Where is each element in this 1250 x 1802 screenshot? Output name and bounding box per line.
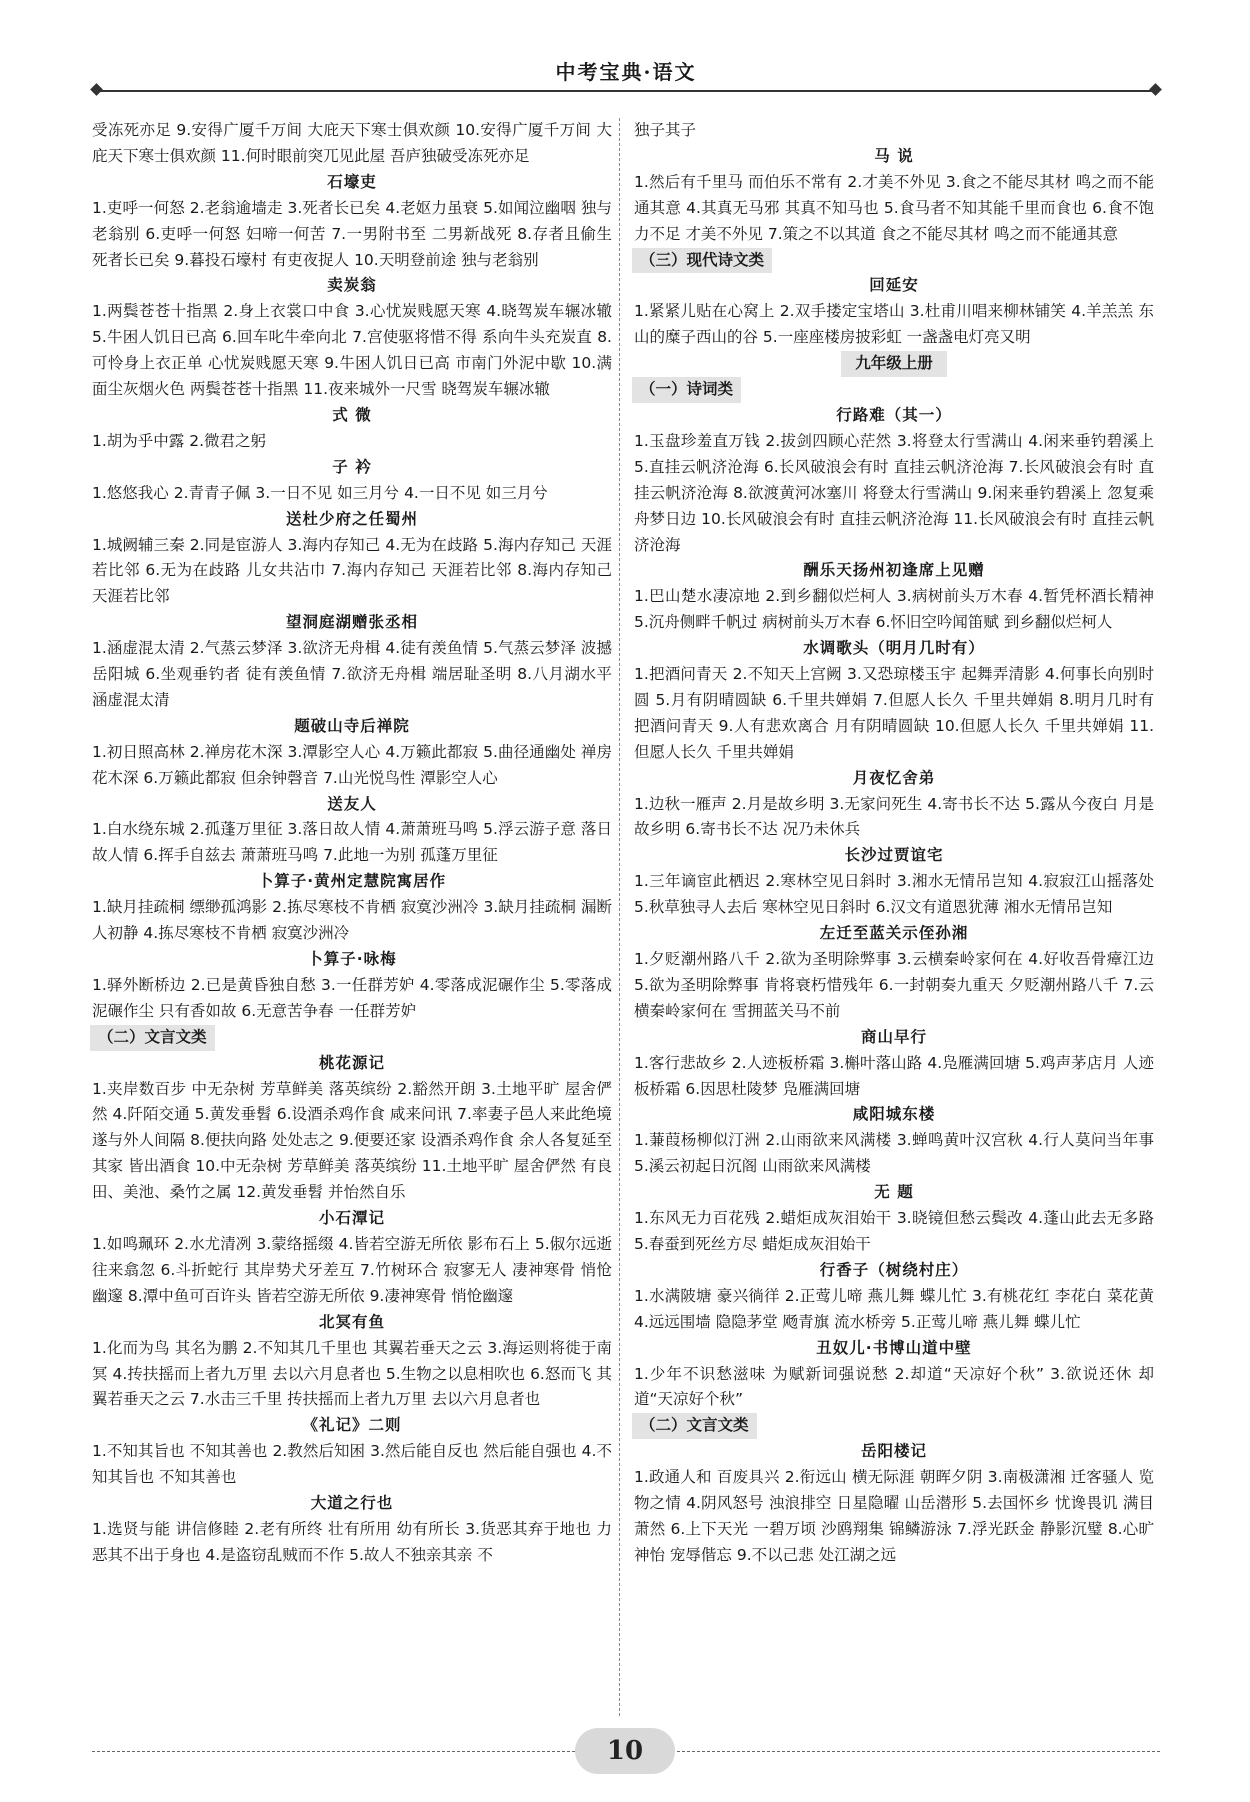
answer-entry: 1.把酒问青天 2.不知天上宫阙 3.又恐琼楼玉宇 起舞弄清影 4.何事长向别时圆 5.月有阴晴圆缺 6.千里共婵娟 7.但愿人长久 千里共婵娟 8.明月几时有 把酒问青天 9.人有悲欢离合 月有阴晴圆缺 10.但愿人长久 千里共婵娟 11.但愿人长久 千里共婵娟 <box>634 665 1154 761</box>
section-label: （二）文言文类 <box>90 1025 215 1051</box>
answer-entry: 1.夹岸数百步 中无杂树 芳草鲜美 落英缤纷 2.豁然开朗 3.土地平旷 屋舍俨然 4.阡陌交通 5.黄发垂髫 6.设酒杀鸡作食 咸来问讯 7.率妻子邑人来此绝境 遂与外人间隔 8.便扶向路 处处志之 9.便要还家 设酒杀鸡作食 余人各复延至其家 皆出酒食 10.中无杂树 芳草鲜美 落英缤纷 11.土地平旷 屋舍俨然 有良田、美池、桑竹之属 12.黄发垂髫 并怡然自乐 <box>92 1079 612 1202</box>
poem-title: 左迁至蓝关示侄孙湘 <box>819 924 969 943</box>
answer-entry: 1.驿外断桥边 2.已是黄昏独自愁 3.一任群芳妒 4.零落成泥碾作尘 5.零落成泥碾作尘 只有香如故 6.无意苦争春 一任群芳妒 <box>92 975 612 1020</box>
poem-title: 石壕吏 <box>327 172 377 191</box>
answer-entry: 1.蒹葭杨柳似汀洲 2.山雨欲来风满楼 3.蝉鸣黄叶汉宫秋 4.行人莫问当年事 5.溪云初起日沉阁 山雨欲来风满楼 <box>634 1131 1154 1176</box>
answer-entry: 1.三年谪宦此栖迟 2.寒林空见日斜时 3.湘水无情吊岂知 4.寂寂江山摇落处 5.秋草独寻人去后 寒林空见日斜时 6.汉文有道恩犹薄 湘水无情吊岂知 <box>634 872 1154 917</box>
poem-title: 丑奴儿·书博山道中壁 <box>816 1338 972 1357</box>
poem-title: 北冥有鱼 <box>318 1312 385 1331</box>
poem-title: 水调歌头（明月几时有） <box>803 639 985 658</box>
answer-entry: 1.两鬓苍苍十指黑 2.身上衣裳口中食 3.心忧炭贱愿天寒 4.晓驾炭车辗冰辙 5.牛困人饥日已高 6.回车叱牛牵向北 7.宫使驱将惜不得 系向牛头充炭直 8.可怜身上衣正单 心忧炭贱愿天寒 9.牛困人饥日已高 市南门外泥中歇 10.满面尘灰烟火色 两鬓苍苍十指黑 11.夜来城外一尺雪 晓驾炭车辗冰辙 <box>92 302 612 399</box>
poem-title: 大道之行也 <box>310 1494 394 1513</box>
answer-entry: 1.胡为乎中露 2.微君之躬 <box>92 431 267 450</box>
poem-title: 子 衿 <box>332 457 372 476</box>
answer-entry: 独子其子 <box>634 121 697 139</box>
answer-entry: 1.政通人和 百废具兴 2.衔远山 横无际涯 朝晖夕阴 3.南极潇湘 迁客骚人 览物之情 4.阴风怒号 浊浪排空 日星隐曜 山岳潜形 5.去国怀乡 忧谗畏讥 满目萧然 6.上下天光 一碧万顷 沙鸥翔集 锦鳞游泳 7.浮光跃金 静影沉璧 8.心旷神怡 宠辱偕忘 9.不以己悲 处江湖之远 <box>634 1468 1154 1564</box>
poem-title: 送友人 <box>327 794 377 813</box>
answer-entry: 1.如鸣珮环 2.水尤清冽 3.蒙络摇缀 4.皆若空游无所依 影布石上 5.俶尔远逝 往来翕忽 6.斗折蛇行 其岸势犬牙差互 7.竹树环合 寂寥无人 凄神寒骨 悄怆幽邃 8.潭中鱼可百许头 皆若空游无所依 9.凄神寒骨 悄怆幽邃 <box>92 1234 612 1305</box>
answer-entry: 1.巴山楚水凄凉地 2.到乡翻似烂柯人 3.病树前头万木春 4.暂凭杯酒长精神 5.沉舟侧畔千帆过 病树前头万木春 6.怀旧空吟闻笛赋 到乡翻似烂柯人 <box>634 587 1154 632</box>
poem-title: 行路难（其一） <box>836 405 952 424</box>
answer-entry: 1.边秋一雁声 2.月是故乡明 3.无家问死生 4.寄书长不达 5.露从今夜白 月是故乡明 6.寄书长不达 况乃未休兵 <box>634 794 1154 839</box>
poem-title: 桃花源记 <box>318 1053 385 1072</box>
section-heading <box>92 1025 612 1051</box>
answer-entry: 1.选贤与能 讲信修睦 2.老有所终 壮有所用 幼有所长 3.货恶其弃于地也 力恶其不出于身也 4.是盗窃乱贼而不作 5.故人不独亲其亲 不 <box>92 1519 612 1564</box>
right-column <box>634 118 1154 1569</box>
poem-title: 小石潭记 <box>318 1209 385 1228</box>
poem-title: 送杜少府之任蜀州 <box>285 509 418 528</box>
poem-title: 马 说 <box>874 146 914 165</box>
poem-title: 岳阳楼记 <box>860 1442 927 1461</box>
answer-entry: 1.紧紧儿贴在心窝上 2.双手搂定宝塔山 3.杜甫川唱来柳林铺笑 4.羊羔羔 东山的糜子西山的谷 5.一座座楼房披彩虹 一盏盏电灯亮又明 <box>634 302 1154 347</box>
poem-title: 酬乐天扬州初逢席上见赠 <box>803 561 985 580</box>
header-title: 中考宝典·语文 <box>555 60 697 84</box>
header-rule <box>98 90 1154 92</box>
answer-entry: 1.初日照高林 2.禅房花木深 3.潭影空人心 4.万籁此都寂 5.曲径通幽处 禅房花木深 6.万籁此都寂 但余钟磬音 7.山光悦鸟性 潭影空人心 <box>92 742 612 787</box>
section-label: （一）诗词类 <box>632 377 741 403</box>
answer-entry: 1.然后有千里马 而伯乐不常有 2.才美不外见 3.食之不能尽其材 鸣之而不能通其意 4.其真无马邪 其真不知马也 5.食马者不知其能千里而食也 6.食不饱 力不足 才美不外见 7.策之不以其道 食之不能尽其材 鸣之而不能通其意 <box>634 172 1154 243</box>
answer-entry: 1.客行悲故乡 2.人迹板桥霜 3.槲叶落山路 4.凫雁满回塘 5.鸡声茅店月 人迹板桥霜 6.因思杜陵梦 凫雁满回塘 <box>634 1053 1154 1098</box>
section-heading <box>634 248 1154 274</box>
poem-title: 长沙过贾谊宅 <box>844 846 944 865</box>
poem-title: 回延安 <box>869 276 919 295</box>
grade-heading <box>634 351 1154 377</box>
poem-title: 《礼记》二则 <box>302 1416 402 1435</box>
poem-title: 卜算子·黄州定慧院寓居作 <box>257 872 447 891</box>
answer-entry: 1.夕贬潮州路八千 2.欲为圣明除弊事 3.云横秦岭家何在 4.好收吾骨瘴江边 5.欲为圣明除弊事 肯将衰朽惜残年 6.一封朝奏九重天 夕贬潮州路八千 7.云横秦岭家何在 雪拥蓝关马不前 <box>634 950 1154 1020</box>
answer-entry: 1.城阙辅三秦 2.同是宦游人 3.海内存知己 4.无为在歧路 5.海内存知己 天涯若比邻 6.无为在歧路 儿女共沾巾 7.海内存知己 天涯若比邻 8.海内存知己 天涯若比邻 <box>92 535 612 606</box>
poem-title: 月夜忆舍弟 <box>852 768 936 787</box>
answer-entry: 1.水满陂塘 豪兴徜徉 2.正莺儿啼 燕儿舞 蝶儿忙 3.有桃花红 李花白 菜花黄 4.远远围墙 隐隐茅堂 飏青旗 流水桥旁 5.正莺儿啼 燕儿舞 蝶儿忙 <box>634 1286 1154 1331</box>
poem-title: 题破山寺后禅院 <box>294 716 410 735</box>
answer-entry: 1.悠悠我心 2.青青子佩 3.一日不见 如三月兮 4.一日不见 如三月兮 <box>92 483 548 502</box>
answer-entry: 1.东风无力百花残 2.蜡炬成灰泪始干 3.晓镜但愁云鬓改 4.蓬山此去无多路 5.春蚕到死丝方尽 蜡炬成灰泪始干 <box>634 1209 1154 1253</box>
poem-title: 卖炭翁 <box>327 276 377 295</box>
left-column <box>92 118 612 1569</box>
answer-entry: 1.吏呼一何怒 2.老翁逾墙走 3.死者长已矣 4.老妪力虽衰 5.如闻泣幽咽 独与老翁别 6.吏呼一何怒 妇啼一何苦 7.一男附书至 二男新战死 8.存者且偷生 死者长已矣 9.暮投石壕村 有吏夜捉人 10.天明登前途 独与老翁别 <box>92 198 612 269</box>
answer-entry: 1.玉盘珍羞直万钱 2.拔剑四顾心茫然 3.将登太行雪满山 4.闲来垂钓碧溪上 5.直挂云帆济沧海 6.长风破浪会有时 直挂云帆济沧海 7.长风破浪会有时 直挂云帆济沧海 8.欲渡黄河冰塞川 将登太行雪满山 9.闲来垂钓碧溪上 忽复乘舟梦日边 10.长风破浪会有时 直挂云帆济沧海 11.长风破浪会有时 直挂云帆济沧海 <box>634 431 1154 554</box>
answer-entry: 1.少年不识愁滋味 为赋新词强说愁 2.却道“天凉好个秋” 3.欲说还休 却道“天凉好个秋” <box>634 1364 1154 1409</box>
section-label: （三）现代诗文类 <box>632 248 772 274</box>
column-divider <box>619 118 620 1716</box>
grade-label: 九年级上册 <box>841 351 947 377</box>
section-label: （二）文言文类 <box>632 1413 757 1439</box>
page-number: 10 <box>575 1728 675 1774</box>
poem-title: 行香子（树绕村庄） <box>819 1260 969 1279</box>
page-header <box>92 52 1160 102</box>
answer-entry: 1.化而为鸟 其名为鹏 2.不知其几千里也 其翼若垂天之云 3.海运则将徙于南冥 4.抟扶摇而上者九万里 去以六月息者也 5.生物之以息相吹也 6.怒而飞 其翼若垂天之云 7.水击三千里 抟扶摇而上者九万里 去以六月息者也 <box>92 1338 612 1409</box>
poem-title: 商山早行 <box>860 1027 927 1046</box>
diamond-left-icon <box>90 83 103 96</box>
poem-title: 无 题 <box>874 1183 914 1202</box>
diamond-right-icon <box>1149 83 1162 96</box>
poem-title: 咸阳城东楼 <box>852 1105 936 1124</box>
answer-entry: 1.缺月挂疏桐 缥缈孤鸿影 2.拣尽寒枝不肯栖 寂寞沙洲冷 3.缺月挂疏桐 漏断人初静 4.拣尽寒枝不肯栖 寂寞沙洲冷 <box>92 898 612 943</box>
section-heading <box>634 377 1154 403</box>
section-heading <box>634 1413 1154 1439</box>
answer-entry: 1.不知其旨也 不知其善也 2.教然后知困 3.然后能自反也 然后能自强也 4.不知其旨也 不知其善也 <box>92 1442 612 1487</box>
answer-entry: 1.白水绕东城 2.孤蓬万里征 3.落日故人情 4.萧萧班马鸣 5.浮云游子意 落日故人情 6.挥手自兹去 萧萧班马鸣 7.此地一为别 孤蓬万里征 <box>92 820 612 865</box>
poem-title: 式 微 <box>332 405 372 424</box>
poem-title: 望洞庭湖赠张丞相 <box>285 613 418 632</box>
poem-title: 卜算子·咏梅 <box>307 950 397 968</box>
answer-entry: 受冻死亦足 9.安得广厦千万间 大庇天下寒士俱欢颜 10.安得广厦千万间 大庇天下寒士俱欢颜 11.何时眼前突兀见此屋 吾庐独破受冻死亦足 <box>92 121 612 165</box>
answer-entry: 1.涵虚混太清 2.气蒸云梦泽 3.欲济无舟楫 4.徒有羡鱼情 5.气蒸云梦泽 波撼岳阳城 6.坐观垂钓者 徒有羡鱼情 7.欲济无舟楫 端居耻圣明 8.八月湖水平 涵虚混太清 <box>92 639 612 709</box>
